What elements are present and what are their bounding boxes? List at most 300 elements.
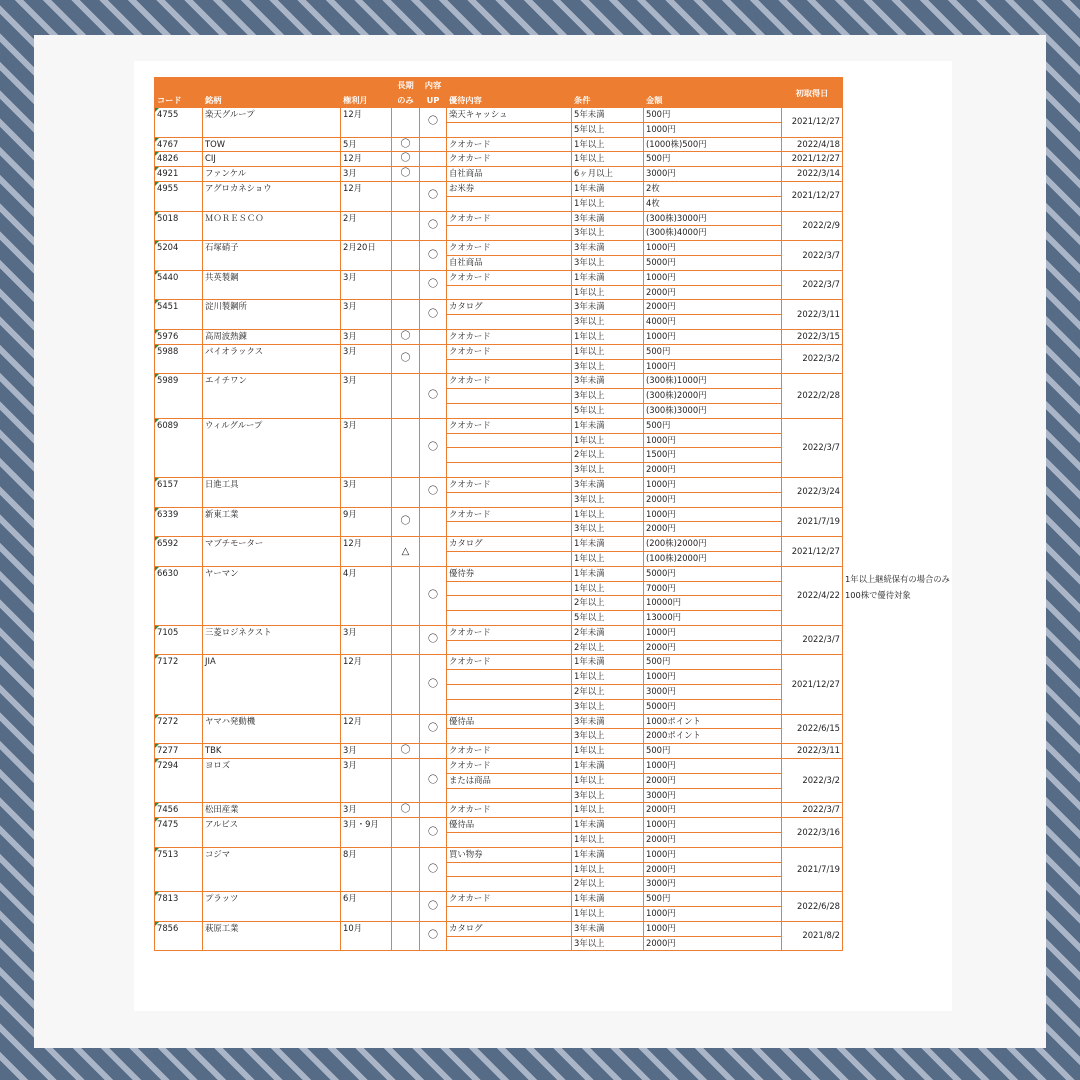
condition-cell: 5年未満 xyxy=(572,108,644,123)
longterm-mark xyxy=(392,418,420,477)
condition-cell: 3年以上 xyxy=(572,359,644,374)
amount-cell: 2000円 xyxy=(644,936,782,951)
stock-code: 6592 xyxy=(155,537,203,567)
condition-cell: 1年以上 xyxy=(572,152,644,167)
first-date: 2022/4/22 xyxy=(782,566,843,625)
longterm-mark xyxy=(392,211,420,241)
condition-cell: 1年未満 xyxy=(572,418,644,433)
up-mark xyxy=(420,344,447,374)
header-condition: 条件 xyxy=(572,78,644,108)
up-mark: 〇 xyxy=(420,655,447,714)
benefit-cell xyxy=(447,936,572,951)
first-date: 2022/3/16 xyxy=(782,818,843,848)
header-amount: 金額 xyxy=(644,78,782,108)
up-mark: 〇 xyxy=(420,418,447,477)
record-month: 2月 xyxy=(341,211,392,241)
benefit-cell: カタログ xyxy=(447,921,572,936)
stock-name: ＭＯＲＥＳＣＯ xyxy=(203,211,341,241)
benefit-cell: 優待品 xyxy=(447,714,572,729)
benefit-cell: クオカード xyxy=(447,137,572,152)
amount-cell: 13000円 xyxy=(644,611,782,626)
up-mark xyxy=(420,803,447,818)
amount-cell: 5000円 xyxy=(644,255,782,270)
benefit-cell xyxy=(447,315,572,330)
up-mark: 〇 xyxy=(420,892,447,922)
up-mark: 〇 xyxy=(420,374,447,418)
condition-cell: 1年以上 xyxy=(572,581,644,596)
stock-code: 7456 xyxy=(155,803,203,818)
condition-cell: 3年以上 xyxy=(572,389,644,404)
header-up-bottom: UP xyxy=(420,93,447,108)
table-row xyxy=(155,137,843,152)
condition-cell: 1年以上 xyxy=(572,196,644,211)
stock-code: 5988 xyxy=(155,344,203,374)
benefit-cell: クオカード xyxy=(447,759,572,774)
table-row xyxy=(155,803,843,818)
stock-code: 4955 xyxy=(155,181,203,211)
benefit-cell xyxy=(447,877,572,892)
header-code: コード xyxy=(155,78,203,108)
table-row xyxy=(155,759,843,774)
record-month: 12月 xyxy=(341,108,392,138)
table-row xyxy=(155,818,843,833)
amount-cell: 1000円 xyxy=(644,122,782,137)
table-row xyxy=(155,477,843,492)
benefit-cell: クオカード xyxy=(447,655,572,670)
amount-cell: 500円 xyxy=(644,655,782,670)
stock-code: 7105 xyxy=(155,625,203,655)
longterm-mark xyxy=(392,566,420,625)
table-row xyxy=(155,418,843,433)
stock-code: 4755 xyxy=(155,108,203,138)
longterm-mark xyxy=(392,477,420,507)
up-mark: 〇 xyxy=(420,625,447,655)
longterm-mark: 〇 xyxy=(392,803,420,818)
amount-cell: 500円 xyxy=(644,744,782,759)
amount-cell: 1000ポイント xyxy=(644,714,782,729)
benefit-cell: クオカード xyxy=(447,625,572,640)
stock-code: 6089 xyxy=(155,418,203,477)
record-month: 3月 xyxy=(341,167,392,182)
condition-cell: 1年以上 xyxy=(572,862,644,877)
amount-cell: 3000円 xyxy=(644,685,782,700)
stock-name: 共英製鋼 xyxy=(203,270,341,300)
table-row xyxy=(155,344,843,359)
record-month: 5月 xyxy=(341,137,392,152)
record-month: 3月 xyxy=(341,270,392,300)
amount-cell: 1000円 xyxy=(644,359,782,374)
stock-code: 5989 xyxy=(155,374,203,418)
record-month: 9月 xyxy=(341,507,392,537)
first-date: 2022/3/7 xyxy=(782,241,843,271)
condition-cell: 1年以上 xyxy=(572,507,644,522)
table-row xyxy=(155,566,843,581)
table-row xyxy=(155,329,843,344)
up-mark: 〇 xyxy=(420,847,447,891)
first-date: 2022/3/7 xyxy=(782,418,843,477)
up-mark xyxy=(420,537,447,567)
amount-cell: 2000円 xyxy=(644,463,782,478)
header-month: 権利月 xyxy=(341,78,392,108)
record-month: 12月 xyxy=(341,714,392,744)
benefit-cell xyxy=(447,788,572,803)
amount-cell: 4枚 xyxy=(644,196,782,211)
first-date: 2022/3/11 xyxy=(782,300,843,330)
stock-code: 7513 xyxy=(155,847,203,891)
benefit-cell xyxy=(447,670,572,685)
up-mark: 〇 xyxy=(420,818,447,848)
stock-code: 5451 xyxy=(155,300,203,330)
amount-cell: 1500円 xyxy=(644,448,782,463)
stock-name: コジマ xyxy=(203,847,341,891)
up-mark xyxy=(420,329,447,344)
up-mark: 〇 xyxy=(420,566,447,625)
benefit-cell xyxy=(447,196,572,211)
stock-code: 4826 xyxy=(155,152,203,167)
amount-cell: 2000円 xyxy=(644,773,782,788)
benefit-cell: クオカード xyxy=(447,418,572,433)
benefit-cell xyxy=(447,389,572,404)
table-row xyxy=(155,181,843,196)
up-mark: 〇 xyxy=(420,759,447,803)
first-date: 2022/3/2 xyxy=(782,344,843,374)
first-date: 2022/3/11 xyxy=(782,744,843,759)
record-month: 3月 xyxy=(341,344,392,374)
condition-cell: 3年以上 xyxy=(572,788,644,803)
benefit-cell xyxy=(447,522,572,537)
longterm-mark xyxy=(392,892,420,922)
benefit-cell xyxy=(447,611,572,626)
stock-code: 5976 xyxy=(155,329,203,344)
first-date: 2022/4/18 xyxy=(782,137,843,152)
up-mark: 〇 xyxy=(420,477,447,507)
condition-cell: 1年以上 xyxy=(572,773,644,788)
condition-cell: 5年以上 xyxy=(572,122,644,137)
amount-cell: 1000円 xyxy=(644,921,782,936)
table-row xyxy=(155,108,843,123)
first-date: 2021/12/27 xyxy=(782,537,843,567)
longterm-mark xyxy=(392,374,420,418)
condition-cell: 1年未満 xyxy=(572,818,644,833)
table-row xyxy=(155,892,843,907)
longterm-mark: △ xyxy=(392,537,420,567)
longterm-mark xyxy=(392,108,420,138)
benefit-cell: お米券 xyxy=(447,181,572,196)
stock-code: 4921 xyxy=(155,167,203,182)
longterm-mark: 〇 xyxy=(392,329,420,344)
longterm-mark: 〇 xyxy=(392,344,420,374)
longterm-mark xyxy=(392,181,420,211)
table-row xyxy=(155,374,843,389)
longterm-mark: 〇 xyxy=(392,507,420,537)
benefit-cell xyxy=(447,403,572,418)
stock-code: 7813 xyxy=(155,892,203,922)
amount-cell: 3000円 xyxy=(644,788,782,803)
amount-cell: (1000株)500円 xyxy=(644,137,782,152)
table-row xyxy=(155,847,843,862)
amount-cell: 2000ポイント xyxy=(644,729,782,744)
record-month: 8月 xyxy=(341,847,392,891)
table-header xyxy=(155,78,843,108)
record-month: 2月20日 xyxy=(341,241,392,271)
benefit-cell xyxy=(447,226,572,241)
amount-cell: (300株)4000円 xyxy=(644,226,782,241)
benefit-cell: クオカード xyxy=(447,744,572,759)
stock-code: 6339 xyxy=(155,507,203,537)
amount-cell: 2000円 xyxy=(644,300,782,315)
stock-name: 三菱ロジネクスト xyxy=(203,625,341,655)
table-row xyxy=(155,537,843,552)
table-row xyxy=(155,625,843,640)
condition-cell: 3年未満 xyxy=(572,300,644,315)
record-month: 3月 xyxy=(341,418,392,477)
side-note: 1年以上継続保有の場合のみ100株で優待対象 xyxy=(845,574,950,600)
stock-code: 7294 xyxy=(155,759,203,803)
benefit-cell xyxy=(447,359,572,374)
stock-name: エイチワン xyxy=(203,374,341,418)
amount-cell: 1000円 xyxy=(644,759,782,774)
condition-cell: 2年以上 xyxy=(572,877,644,892)
first-date: 2022/2/9 xyxy=(782,211,843,241)
stock-name: 石塚硝子 xyxy=(203,241,341,271)
condition-cell: 2年以上 xyxy=(572,448,644,463)
benefit-cell xyxy=(447,833,572,848)
table-row xyxy=(155,714,843,729)
record-month: 12月 xyxy=(341,152,392,167)
stock-name: JIA xyxy=(203,655,341,714)
amount-cell: 500円 xyxy=(644,344,782,359)
record-month: 3月・9月 xyxy=(341,818,392,848)
benefit-cell: カタログ xyxy=(447,537,572,552)
stock-name: プラッツ xyxy=(203,892,341,922)
record-month: 3月 xyxy=(341,803,392,818)
condition-cell: 3年未満 xyxy=(572,714,644,729)
stock-name: ファンケル xyxy=(203,167,341,182)
up-mark: 〇 xyxy=(420,181,447,211)
condition-cell: 2年以上 xyxy=(572,685,644,700)
condition-cell: 3年以上 xyxy=(572,255,644,270)
first-date: 2022/6/28 xyxy=(782,892,843,922)
benefit-cell: クオカード xyxy=(447,270,572,285)
benefit-cell xyxy=(447,640,572,655)
condition-cell: 5年以上 xyxy=(572,611,644,626)
record-month: 12月 xyxy=(341,537,392,567)
header-name: 銘柄 xyxy=(203,78,341,108)
first-date: 2022/2/28 xyxy=(782,374,843,418)
stock-name: 高周波熱錬 xyxy=(203,329,341,344)
benefit-cell xyxy=(447,285,572,300)
benefit-cell: クオカード xyxy=(447,211,572,226)
benefit-cell xyxy=(447,448,572,463)
longterm-mark: 〇 xyxy=(392,167,420,182)
amount-cell: 2枚 xyxy=(644,181,782,196)
stock-name: ウィルグループ xyxy=(203,418,341,477)
condition-cell: 1年以上 xyxy=(572,803,644,818)
condition-cell: 1年以上 xyxy=(572,285,644,300)
first-date: 2021/8/2 xyxy=(782,921,843,951)
amount-cell: 500円 xyxy=(644,152,782,167)
up-mark xyxy=(420,744,447,759)
condition-cell: 2年以上 xyxy=(572,640,644,655)
amount-cell: 2000円 xyxy=(644,492,782,507)
stock-name: ヤーマン xyxy=(203,566,341,625)
longterm-mark: 〇 xyxy=(392,152,420,167)
condition-cell: 1年未満 xyxy=(572,847,644,862)
condition-cell: 3年未満 xyxy=(572,921,644,936)
amount-cell: (300株)3000円 xyxy=(644,403,782,418)
header-up-top: 内容 xyxy=(420,78,447,93)
stock-code: 7856 xyxy=(155,921,203,951)
condition-cell: 1年以上 xyxy=(572,907,644,922)
benefit-cell: クオカード xyxy=(447,507,572,522)
benefit-cell: 優待品 xyxy=(447,818,572,833)
stock-name: ヨロズ xyxy=(203,759,341,803)
condition-cell: 2年未満 xyxy=(572,625,644,640)
up-mark: 〇 xyxy=(420,211,447,241)
header-longterm-bottom: のみ xyxy=(392,93,420,108)
condition-cell: 1年以上 xyxy=(572,551,644,566)
stock-name: アルビス xyxy=(203,818,341,848)
amount-cell: 500円 xyxy=(644,892,782,907)
amount-cell: 1000円 xyxy=(644,241,782,256)
first-date: 2022/3/15 xyxy=(782,329,843,344)
benefit-cell xyxy=(447,907,572,922)
amount-cell: 1000円 xyxy=(644,847,782,862)
stock-code: 7272 xyxy=(155,714,203,744)
first-date: 2021/7/19 xyxy=(782,847,843,891)
table-row xyxy=(155,211,843,226)
condition-cell: 3年以上 xyxy=(572,699,644,714)
longterm-mark xyxy=(392,270,420,300)
record-month: 12月 xyxy=(341,655,392,714)
longterm-mark xyxy=(392,241,420,271)
benefit-cell: クオカード xyxy=(447,344,572,359)
stock-code: 5204 xyxy=(155,241,203,271)
benefit-cell: クオカード xyxy=(447,241,572,256)
header-first-date: 初取得日 xyxy=(782,78,843,108)
first-date: 2022/3/7 xyxy=(782,803,843,818)
stock-code: 7172 xyxy=(155,655,203,714)
record-month: 3月 xyxy=(341,329,392,344)
benefit-cell xyxy=(447,699,572,714)
up-mark xyxy=(420,152,447,167)
benefit-cell: 自社商品 xyxy=(447,167,572,182)
first-date: 2021/7/19 xyxy=(782,507,843,537)
record-month: 3月 xyxy=(341,477,392,507)
up-mark: 〇 xyxy=(420,714,447,744)
up-mark: 〇 xyxy=(420,300,447,330)
stock-name: 日進工具 xyxy=(203,477,341,507)
condition-cell: 1年以上 xyxy=(572,137,644,152)
amount-cell: 10000円 xyxy=(644,596,782,611)
benefit-cell xyxy=(447,685,572,700)
first-date: 2021/12/27 xyxy=(782,108,843,138)
table-row xyxy=(155,241,843,256)
longterm-mark xyxy=(392,921,420,951)
stock-name: CIJ xyxy=(203,152,341,167)
up-mark xyxy=(420,137,447,152)
header-longterm-top: 長期 xyxy=(392,78,420,93)
first-date: 2022/3/24 xyxy=(782,477,843,507)
benefit-cell: 買い物券 xyxy=(447,847,572,862)
first-date: 2022/6/15 xyxy=(782,714,843,744)
longterm-mark xyxy=(392,759,420,803)
benefit-cell: クオカード xyxy=(447,477,572,492)
first-date: 2022/3/7 xyxy=(782,625,843,655)
condition-cell: 3年以上 xyxy=(572,315,644,330)
amount-cell: 2000円 xyxy=(644,285,782,300)
table-row xyxy=(155,152,843,167)
stock-name: 新東工業 xyxy=(203,507,341,537)
condition-cell: 3年以上 xyxy=(572,463,644,478)
record-month: 3月 xyxy=(341,759,392,803)
benefit-cell: 自社商品 xyxy=(447,255,572,270)
amount-cell: 2000円 xyxy=(644,522,782,537)
record-month: 3月 xyxy=(341,625,392,655)
amount-cell: (100株)2000円 xyxy=(644,551,782,566)
stock-name: 淀川製鋼所 xyxy=(203,300,341,330)
amount-cell: 3000円 xyxy=(644,167,782,182)
table-row xyxy=(155,655,843,670)
amount-cell: 500円 xyxy=(644,108,782,123)
benefit-cell: または商品 xyxy=(447,773,572,788)
condition-cell: 1年未満 xyxy=(572,655,644,670)
amount-cell: (300株)1000円 xyxy=(644,374,782,389)
first-date: 2022/3/2 xyxy=(782,759,843,803)
condition-cell: 1年以上 xyxy=(572,833,644,848)
stock-code: 4767 xyxy=(155,137,203,152)
longterm-mark xyxy=(392,714,420,744)
benefit-cell: クオカード xyxy=(447,803,572,818)
yutai-table xyxy=(154,77,843,951)
amount-cell: 1000円 xyxy=(644,625,782,640)
benefit-cell xyxy=(447,463,572,478)
up-mark: 〇 xyxy=(420,241,447,271)
condition-cell: 1年未満 xyxy=(572,270,644,285)
record-month: 3月 xyxy=(341,374,392,418)
stock-code: 5440 xyxy=(155,270,203,300)
condition-cell: 1年以上 xyxy=(572,344,644,359)
stock-code: 7277 xyxy=(155,744,203,759)
benefit-cell: クオカード xyxy=(447,892,572,907)
condition-cell: 1年以上 xyxy=(572,744,644,759)
stock-name: 楽天グループ xyxy=(203,108,341,138)
benefit-cell xyxy=(447,581,572,596)
amount-cell: 5000円 xyxy=(644,699,782,714)
first-date: 2021/12/27 xyxy=(782,152,843,167)
amount-cell: 2000円 xyxy=(644,833,782,848)
condition-cell: 1年以上 xyxy=(572,433,644,448)
stock-name: TBK xyxy=(203,744,341,759)
amount-cell: 7000円 xyxy=(644,581,782,596)
record-month: 3月 xyxy=(341,744,392,759)
up-mark: 〇 xyxy=(420,108,447,138)
table-row xyxy=(155,744,843,759)
stock-code: 7475 xyxy=(155,818,203,848)
header-benefit: 優待内容 xyxy=(447,78,572,108)
table-row xyxy=(155,167,843,182)
benefit-cell xyxy=(447,492,572,507)
condition-cell: 3年以上 xyxy=(572,729,644,744)
amount-cell: 1000円 xyxy=(644,907,782,922)
condition-cell: 5年以上 xyxy=(572,403,644,418)
amount-cell: 1000円 xyxy=(644,818,782,833)
benefit-cell xyxy=(447,729,572,744)
table-row xyxy=(155,921,843,936)
amount-cell: 4000円 xyxy=(644,315,782,330)
benefit-cell: カタログ xyxy=(447,300,572,315)
condition-cell: 3年未満 xyxy=(572,477,644,492)
